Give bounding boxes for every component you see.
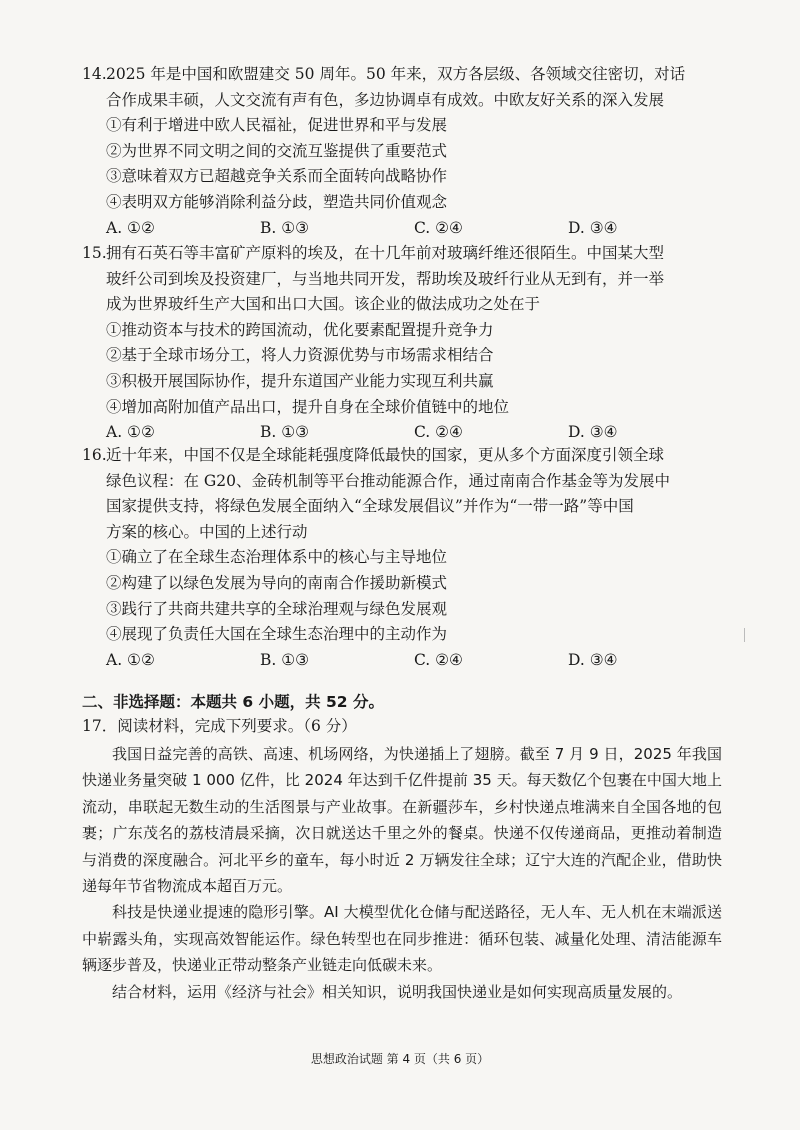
q16-item-1: ①确立了在全球生态治理体系中的核心与主导地位	[106, 548, 448, 567]
q16-option-c[interactable]: C. ②④	[414, 650, 463, 669]
q15-stem-line-2: 玻纤公司到埃及投资建厂，与当地共同开发，帮助埃及玻纤行业从无到有，并一举	[106, 269, 665, 288]
q16-item-4: ④展现了负责任大国在全球生态治理中的主动作为	[106, 625, 448, 644]
q15-item-4: ④增加高附加值产品出口，提升自身在全球价值链中的地位	[106, 397, 510, 416]
q15-options	[82, 420, 722, 446]
q15-option-d[interactable]: D. ③④	[568, 423, 618, 442]
q16-item-2: ②构建了以绿色发展为导向的南南合作援助新模式	[106, 573, 448, 592]
q16-options	[82, 648, 722, 674]
q15-item-3: ③积极开展国际协作，提升东道国产业能力实现互利共赢	[106, 371, 494, 390]
q16-option-a[interactable]: A. ①②	[106, 650, 155, 669]
q14-stem-line-1: 14.2025 年是中国和欧盟建交 50 周年。50 年来，双方各层级、各领域交往密切，对话	[82, 62, 722, 88]
q16-number: 16.	[82, 446, 107, 464]
q17-material	[82, 741, 722, 1005]
q16-option-d[interactable]: D. ③④	[568, 650, 618, 669]
q14-options	[82, 216, 722, 242]
q17-paragraph-2: 科技是快递业提速的隐形引擎。AI 大模型优化仓储与配送路径，无人车、无人机在末端派送中崭露头角，实现高效智能运作。绿色转型也在同步推进：循环包装、减量化处理、清洁能源车辆逐步普及，快递业正带动整条产业链走向低碳未来。	[82, 903, 722, 975]
q16-option-b[interactable]: B. ①③	[260, 650, 310, 669]
page-footer: 思想政治试题 第 4 页（共 6 页）	[310, 1052, 490, 1066]
q16-stem-line-3: 国家提供支持，将绿色发展全面纳入“全球发展倡议”并作为“一带一路”等中国	[106, 497, 634, 516]
q14-item-2: ②为世界不同文明之间的交流互鉴提供了重要范式	[106, 141, 448, 160]
scan-mark	[744, 628, 745, 642]
q15-item-2: ②基于全球市场分工，将人力资源优势与市场需求相结合	[106, 346, 494, 365]
q14-item-1: ①有利于增进中欧人民福祉，促进世界和平与发展	[106, 116, 448, 135]
q15-stem-line-1: 15.拥有石英石等丰富矿产原料的埃及，在十几年前对玻璃纤维还很陌生。中国某大型	[82, 241, 722, 267]
q15-option-b[interactable]: B. ①③	[260, 423, 310, 442]
question-15	[82, 241, 722, 446]
q16-stem-line-4: 方案的核心。中国的上述行动	[106, 522, 308, 541]
q15-number: 15.	[82, 244, 107, 262]
q15-option-c[interactable]: C. ②④	[414, 423, 463, 442]
q14-number: 14.	[82, 65, 107, 83]
q14-item-4: ④表明双方能够消除利益分歧，塑造共同价值观念	[106, 192, 448, 211]
q14-stem-line-2: 合作成果丰硕，人文交流有声有色，多边协调卓有成效。中欧友好关系的深入发展	[106, 90, 665, 109]
q14-option-d[interactable]: D. ③④	[568, 218, 618, 237]
q17-question: 结合材料，运用《经济与社会》相关知识，说明我国快递业是如何实现高质量发展的。	[112, 982, 683, 1001]
q15-item-1: ①推动资本与技术的跨国流动，优化要素配置提升竞争力	[106, 320, 494, 339]
q16-stem-line-1: 16.近十年来，中国不仅是全球能耗强度降低最快的国家，更从多个方面深度引领全球	[82, 443, 722, 469]
section-heading: 二、非选择题：本题共 6 小题，共 52 分。	[82, 693, 384, 711]
q15-option-a[interactable]: A. ①②	[106, 423, 155, 442]
q15-stem-line-3: 成为世界玻纤生产大国和出口大国。该企业的做法成功之处在于	[106, 295, 541, 314]
q17-title: 17．阅读材料，完成下列要求。（6 分）	[82, 717, 357, 735]
q14-item-3: ③意味着双方已超越竞争关系而全面转向战略协作	[106, 167, 448, 186]
q17-paragraph-1: 我国日益完善的高铁、高速、机场网络，为快递插上了翅膀。截至 7 月 9 日，2025 年我国快递业务量突破 1 000 亿件，比 2024 年达到千亿件提前 35 天。每天数亿个包裹在中国大地上流动，串联起无数生动的生活图景与产业故事。在新疆莎车，乡村快递点堆满来自全国各地的包裹；广东茂名的荔枝清晨采摘，次日就送达千里之外的餐桌。快递不仅传递商品，更推动着制造与消费的深度融合。河北平乡的童车，每小时近 2 万辆发往全球；辽宁大连的汽配企业，借助快递每年节省物流成本超百万元。	[82, 745, 722, 896]
q16-item-3: ③践行了共商共建共享的全球治理观与绿色发展观	[106, 599, 448, 618]
question-14	[82, 62, 722, 241]
q14-option-c[interactable]: C. ②④	[414, 218, 463, 237]
q14-option-a[interactable]: A. ①②	[106, 218, 155, 237]
q14-option-b[interactable]: B. ①③	[260, 218, 310, 237]
q16-stem-line-2: 绿色议程：在 G20、金砖机制等平台推动能源合作，通过南南合作基金等为发展中	[106, 471, 671, 490]
question-16	[82, 443, 722, 673]
